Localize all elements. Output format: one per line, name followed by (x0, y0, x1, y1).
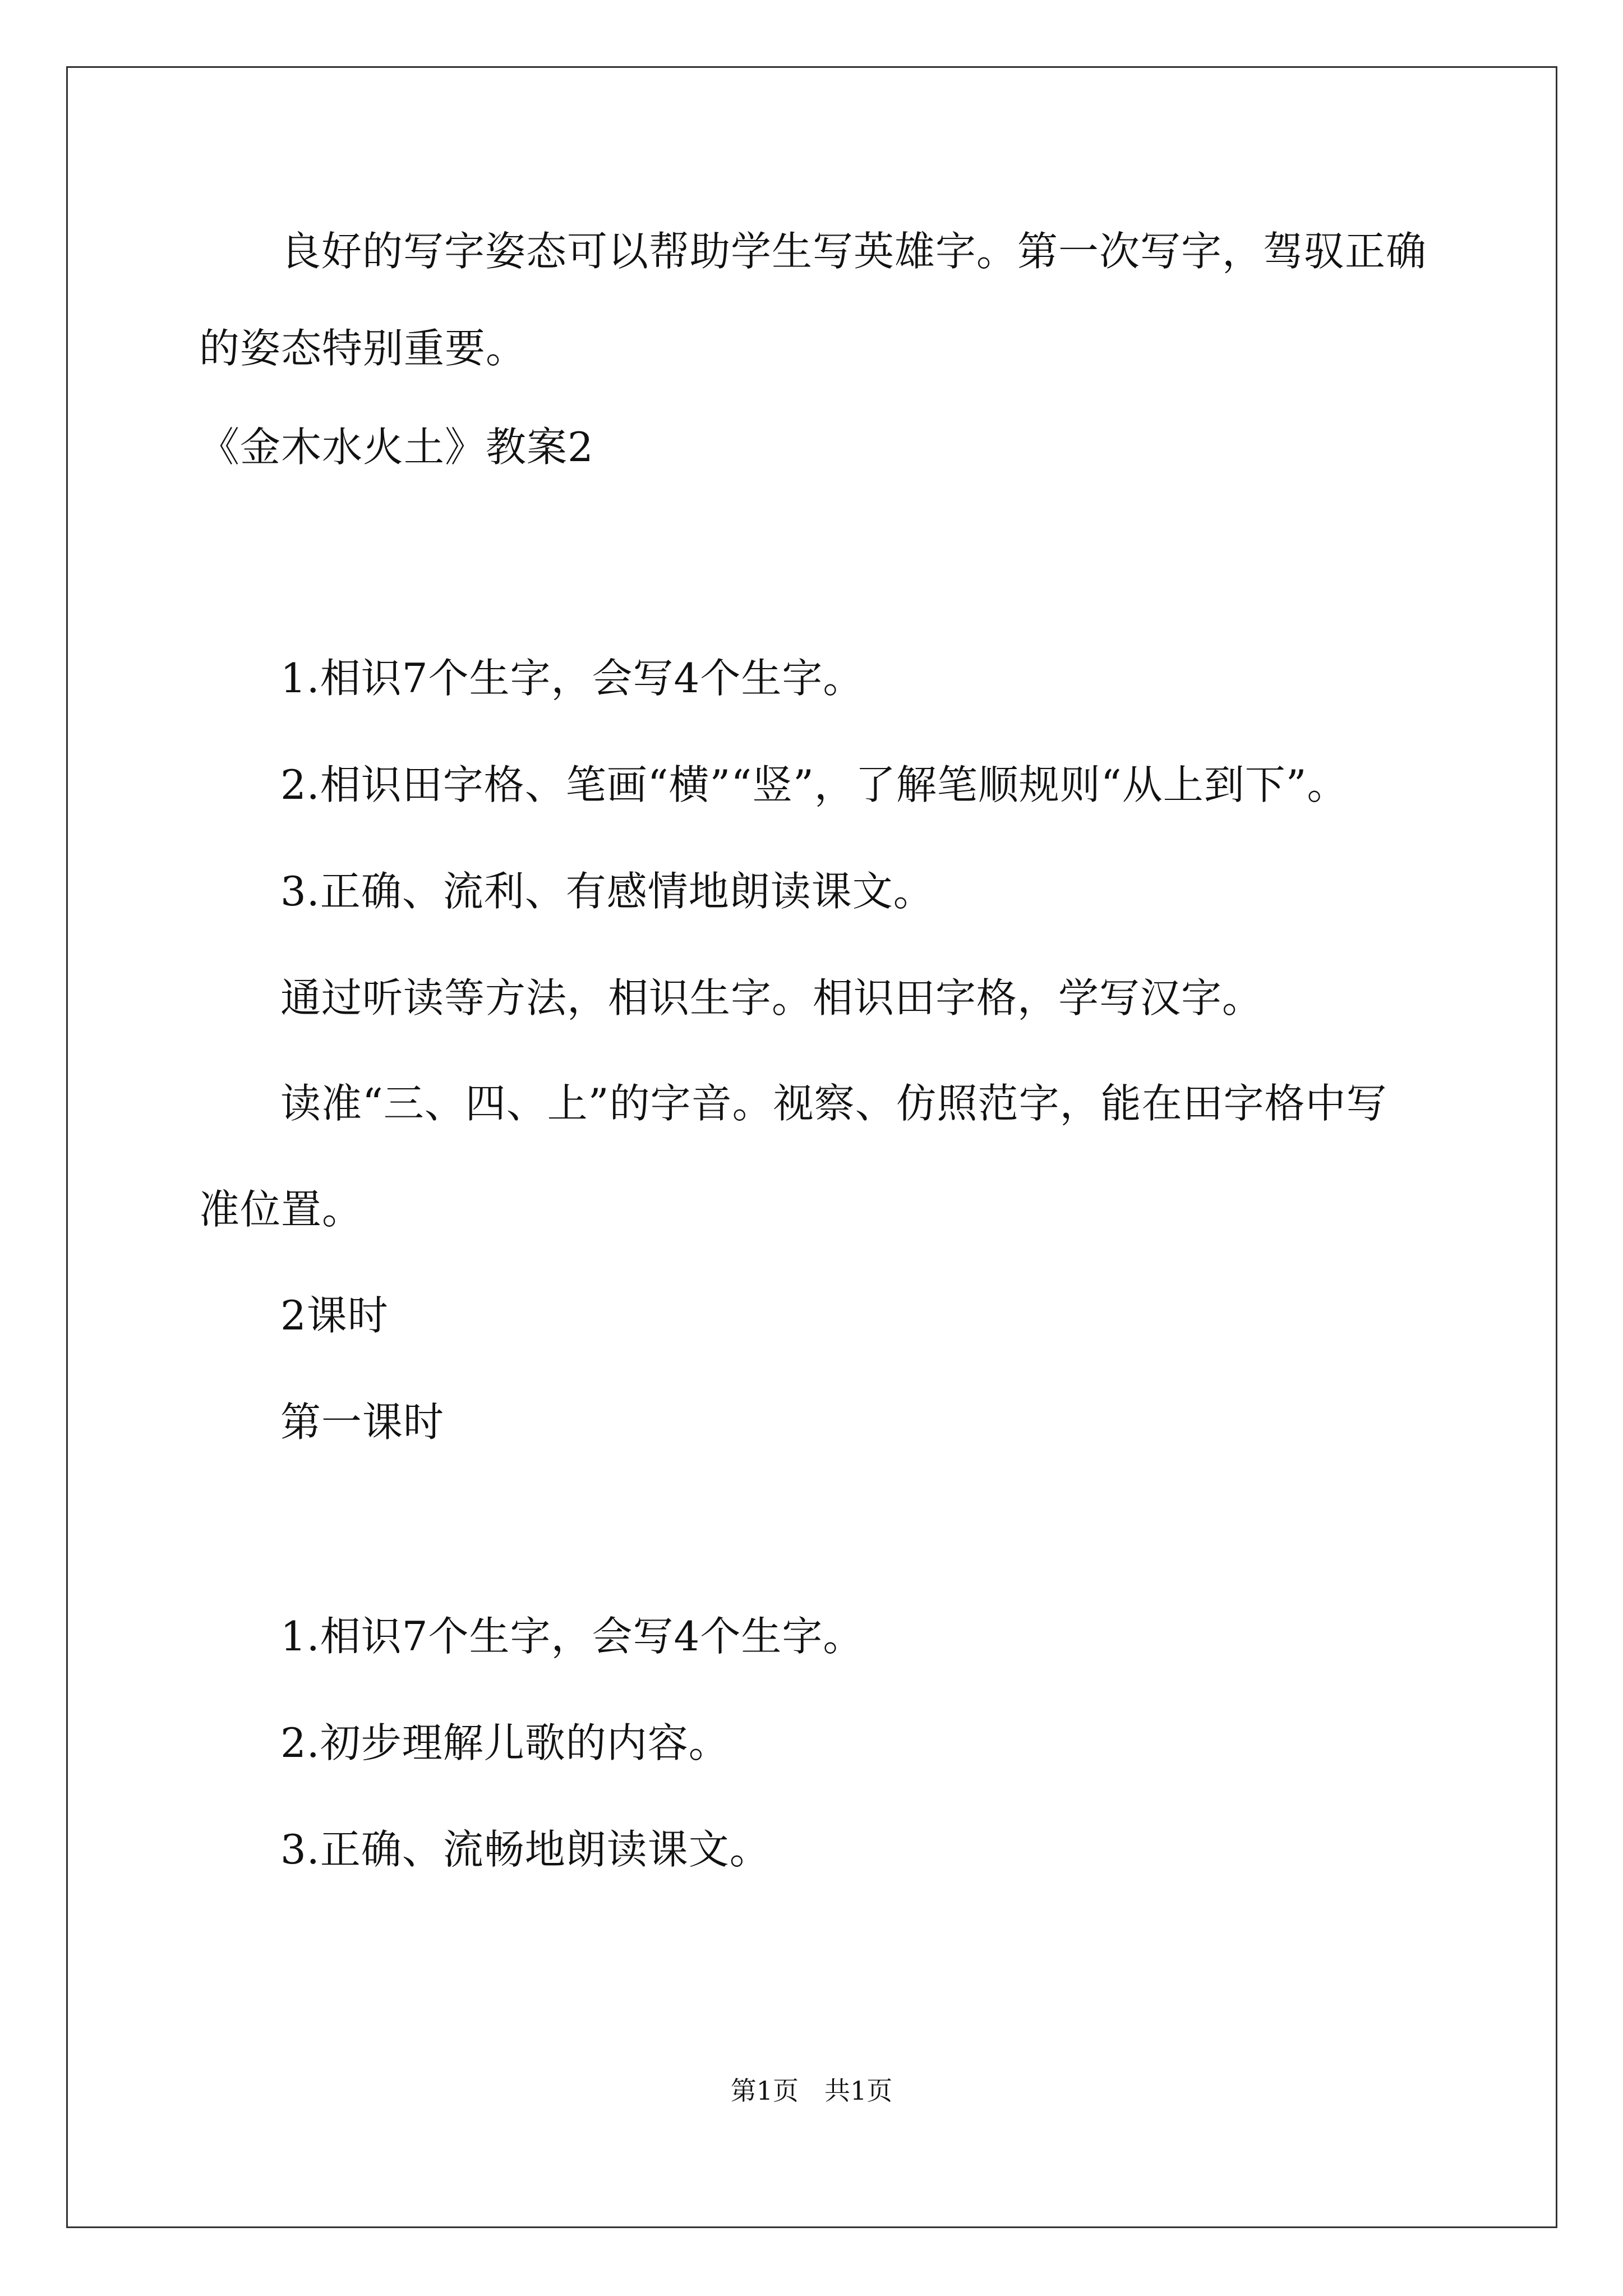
page-footer: 第1页 共1页 (730, 2076, 893, 2106)
focus-paragraph-line-1: 读准“三、四、上”的字音。视察、仿照范字，能在田字格中写 (280, 1080, 1387, 1127)
lesson-objective-1: 1.相识7个生字，会写4个生字。 (280, 1613, 864, 1660)
focus-paragraph-line-2: 准位置。 (199, 1186, 363, 1233)
lesson-count: 2课时 (280, 1292, 389, 1339)
objective-item-2: 2.相识田字格、笔画“横”“竖”，了解笔顺规则“从上到下”。 (280, 761, 1348, 808)
paragraph-line-1: 良好的写字姿态可以帮助学生写英雄字。第一次写字，驾驭正确 (280, 228, 1427, 275)
page-border (66, 66, 1557, 2228)
lesson-objective-2: 2.初步理解儿歌的内容。 (280, 1719, 730, 1766)
objective-item-1: 1.相识7个生字，会写4个生字。 (280, 655, 864, 702)
lesson-heading: 第一课时 (280, 1398, 445, 1446)
objective-item-3: 3.正确、流利、有感情地朗读课文。 (280, 868, 934, 915)
lesson-objective-3: 3.正确、流畅地朗读课文。 (280, 1826, 771, 1873)
method-paragraph: 通过听读等方法，相识生字。相识田字格，学写汉字。 (280, 974, 1264, 1022)
paragraph-line-2: 的姿态特别重要。 (199, 325, 527, 372)
section-title: 《金木水火土》教案2 (199, 424, 594, 471)
